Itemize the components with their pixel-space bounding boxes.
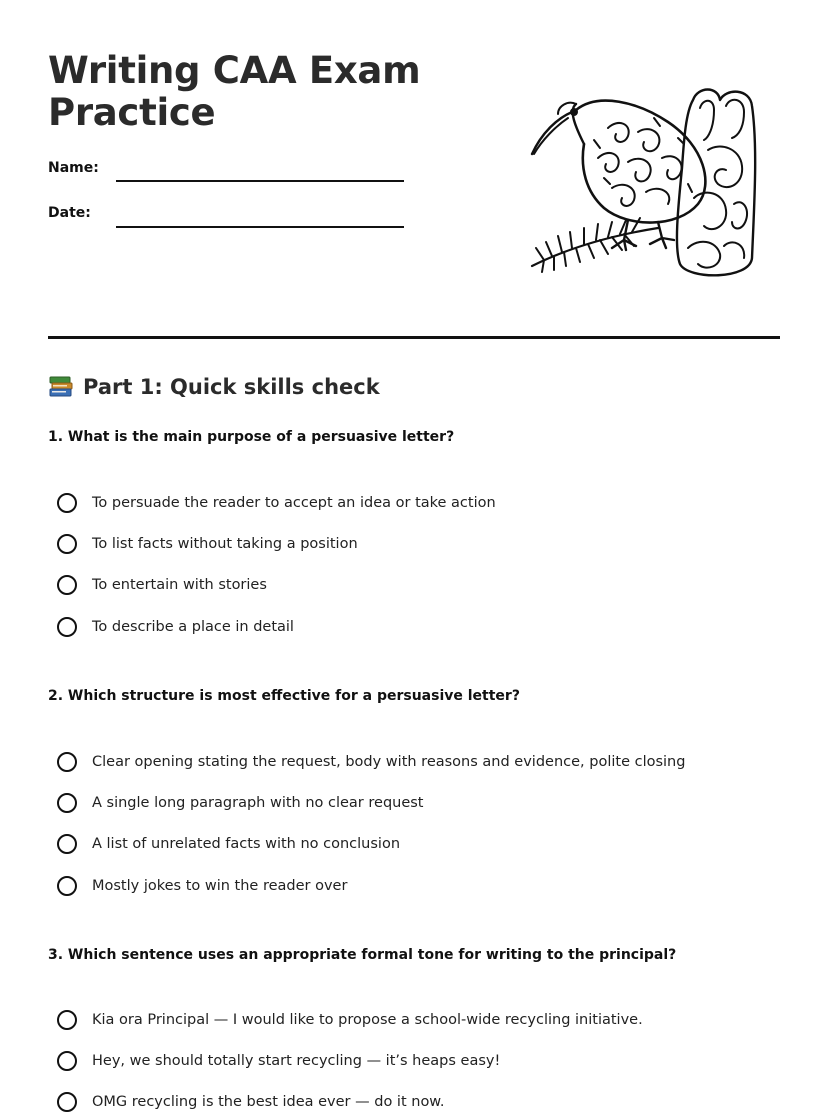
page-title-line-1: Writing CAA Exam bbox=[48, 49, 421, 92]
date-label: Date: bbox=[48, 205, 91, 221]
page-title-line-2: Practice bbox=[48, 91, 216, 134]
question-1-option-3[interactable] bbox=[57, 572, 267, 598]
radio-button[interactable] bbox=[57, 834, 77, 854]
radio-button[interactable] bbox=[57, 1051, 77, 1071]
question-1-option-4[interactable] bbox=[57, 614, 294, 640]
radio-button[interactable] bbox=[57, 752, 77, 772]
question-2-option-1[interactable] bbox=[57, 749, 685, 775]
books-icon bbox=[48, 374, 74, 400]
page-title bbox=[48, 50, 448, 134]
name-field[interactable] bbox=[116, 180, 404, 182]
option-label: Kia ora Principal — I would like to propose a school-wide recycling initiative. bbox=[92, 1012, 643, 1028]
question-2-option-4[interactable] bbox=[57, 873, 347, 899]
name-label: Name: bbox=[48, 160, 99, 176]
question-2-option-2[interactable] bbox=[57, 790, 424, 816]
option-label: Hey, we should totally start recycling — it’s heaps easy! bbox=[92, 1053, 501, 1069]
question-2-option-3[interactable] bbox=[57, 831, 400, 857]
option-label: Mostly jokes to win the reader over bbox=[92, 878, 348, 894]
kiwi-bird-illustration bbox=[528, 88, 758, 282]
section-divider bbox=[48, 336, 780, 339]
option-label: To list facts without taking a position bbox=[92, 536, 358, 552]
radio-button[interactable] bbox=[57, 1092, 77, 1112]
option-label: OMG recycling is the best idea ever — do it now. bbox=[92, 1094, 445, 1110]
radio-button[interactable] bbox=[57, 793, 77, 813]
date-field[interactable] bbox=[116, 226, 404, 228]
radio-button[interactable] bbox=[57, 876, 77, 896]
section-title: Part 1: Quick skills check bbox=[83, 375, 380, 399]
radio-button[interactable] bbox=[57, 493, 77, 513]
option-label: To entertain with stories bbox=[92, 577, 267, 593]
question-1: 1. What is the main purpose of a persuasive letter? bbox=[48, 429, 455, 445]
option-label: To persuade the reader to accept an idea or take action bbox=[92, 495, 496, 511]
section-heading bbox=[48, 374, 380, 400]
question-3: 3. Which sentence uses an appropriate formal tone for writing to the principal? bbox=[48, 947, 677, 963]
radio-button[interactable] bbox=[57, 1010, 77, 1030]
question-3-option-3[interactable] bbox=[57, 1089, 444, 1115]
question-3-option-1[interactable] bbox=[57, 1007, 643, 1033]
radio-button[interactable] bbox=[57, 534, 77, 554]
option-label: A single long paragraph with no clear request bbox=[92, 795, 424, 811]
option-label: Clear opening stating the request, body with reasons and evidence, polite closing bbox=[92, 754, 686, 770]
radio-button[interactable] bbox=[57, 617, 77, 637]
option-label: A list of unrelated facts with no conclusion bbox=[92, 836, 401, 852]
question-2: 2. Which structure is most effective for a persuasive letter? bbox=[48, 688, 520, 704]
radio-button[interactable] bbox=[57, 575, 77, 595]
question-1-option-2[interactable] bbox=[57, 531, 358, 557]
question-3-option-2[interactable] bbox=[57, 1048, 500, 1074]
question-1-option-1[interactable] bbox=[57, 490, 496, 516]
option-label: To describe a place in detail bbox=[92, 619, 294, 635]
